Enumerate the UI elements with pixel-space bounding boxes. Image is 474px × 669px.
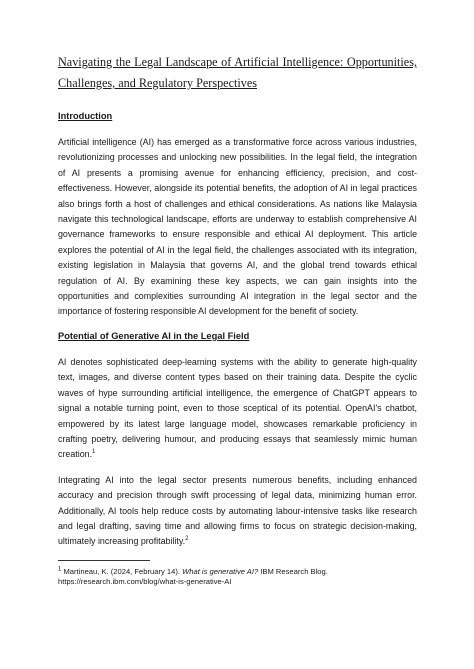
section-heading-introduction: Introduction xyxy=(58,111,113,121)
generative-ai-paragraph-1 xyxy=(58,355,417,463)
generative-ai-paragraph-2 xyxy=(58,473,417,550)
footnote-reference-1[interactable]: 1 xyxy=(92,449,96,456)
footnote-article-title: What is generative AI? xyxy=(182,566,259,576)
footnote-publisher: IBM Research Blog. xyxy=(258,566,328,576)
paragraph-text: AI denotes sophisticated deep-learning systems with the ability to generate high-quality text, images, and diverse content types based on their training data. Despite the cyclic waves of hype surrounding artificial intelligence, the emergence of ChatGPT appears to signal a notable turning point, even to those sceptical of its potential. OpenAI's chatbot, empowered by its latest large language model, showcases remarkable proficiency in crafting poetry, delivering humour, and producing essays that seamlessly mimic human creation. xyxy=(58,356,417,460)
footnote-mark: 1 xyxy=(58,566,62,573)
footnote-url-link[interactable]: https://research.ibm.com/blog/what-is-generative-AI xyxy=(58,577,232,587)
document-title: Navigating the Legal Landscape of Artificial Intelligence: Opportunities, Challenges, and Regulatory Perspectives xyxy=(58,55,417,90)
section-heading-generative-ai: Potential of Generative AI in the Legal Field xyxy=(58,330,250,341)
footnote-separator xyxy=(58,560,150,561)
footnote-1 xyxy=(58,567,417,588)
footnote-authors: Martineau, K. (2024, February 14). xyxy=(63,566,183,576)
footnote-reference-2[interactable]: 2 xyxy=(185,536,189,543)
paragraph-text: Integrating AI into the legal sector presents numerous benefits, including enhanced accuracy and precision through swift processing of legal data, minimizing human error. Additionally, AI tools help reduce costs by automating labour-intensive tasks like research and legal drafting, saving time and allowing firms to focus on strategic decision-making, ultimately increasing profitability. xyxy=(58,474,417,547)
introduction-paragraph: Artificial intelligence (AI) has emerged as a transformative force across various industries, revolutionizing processes and unlocking new possibilities. In the legal field, the integration of AI presents a promising avenue for enhancing efficiency, precision, and cost-effectiveness. However, alongside its potential benefits, the adoption of AI in legal practices also brings forth a host of challenges and ethical considerations. As nations like Malaysia navigate this technological landscape, efforts are underway to establish comprehensive AI governance frameworks to ensure responsible and ethical AI deployment. This article explores the potential of AI in the legal field, the challenges associated with its integration, existing legislation in Malaysia that governs AI, and the global trend towards ethical regulation of AI. By examining these key aspects, we can gain insights into the opportunities and complexities surrounding AI integration in the legal sector and the importance of fostering responsible AI development for the benefit of society. xyxy=(58,137,417,317)
